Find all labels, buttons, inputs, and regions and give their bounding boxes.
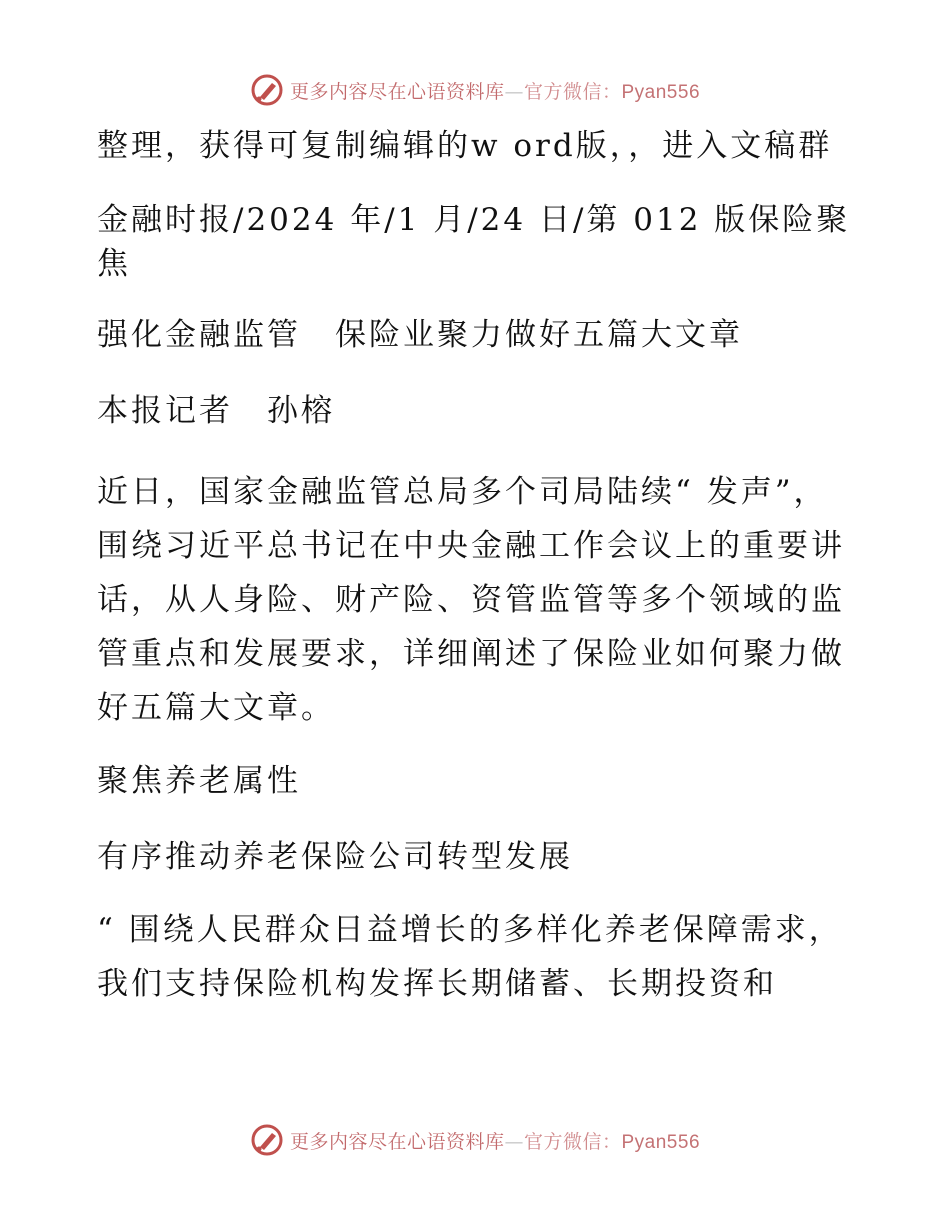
body-paragraph: “ 围绕人民群众日益增长的多样化养老保障需求，我们支持保险机构发挥长期储蓄、长期投资和 xyxy=(97,912,843,1002)
watermark-text xyxy=(290,1127,700,1154)
watermark-text xyxy=(290,77,700,104)
section-heading: 聚焦养老属性 xyxy=(97,763,301,799)
source-line: 金融时报/2024 年/1 月/24 日/第 012 版保险聚焦 xyxy=(97,202,851,282)
watermark-dash: — xyxy=(504,80,524,103)
article-title: 强化金融监管 保险业聚力做好五篇大文章 xyxy=(97,317,743,353)
watermark-footer xyxy=(0,1120,950,1160)
watermark-id: Pyan556 xyxy=(621,1131,701,1153)
article-body xyxy=(97,120,857,1011)
pen-logo-icon xyxy=(250,1123,284,1157)
watermark-header xyxy=(0,70,950,110)
intro-note: 整理，获得可复制编辑的w ord版，，进入文稿群 xyxy=(97,128,833,164)
lead-paragraph: 近日，国家金融监管总局多个司局陆续“ 发声”，围绕习近平总书记在中央金融工作会议上的重要讲话，从人身险、财产险、资管监管等多个领域的监管重点和发展要求，详细阐述了保险业如何聚力做好五篇大文章。 xyxy=(97,474,845,726)
watermark-label: 官方微信： xyxy=(523,80,622,103)
watermark-dash: — xyxy=(504,1130,524,1153)
watermark-main: 更多内容尽在心语资料库 xyxy=(289,80,505,103)
pen-logo-icon xyxy=(250,73,284,107)
watermark-label: 官方微信： xyxy=(523,1130,622,1153)
watermark-main: 更多内容尽在心语资料库 xyxy=(289,1130,505,1153)
byline: 本报记者 孙榕 xyxy=(97,393,335,429)
watermark-id: Pyan556 xyxy=(621,81,701,103)
section-subheading: 有序推动养老保险公司转型发展 xyxy=(97,839,573,875)
